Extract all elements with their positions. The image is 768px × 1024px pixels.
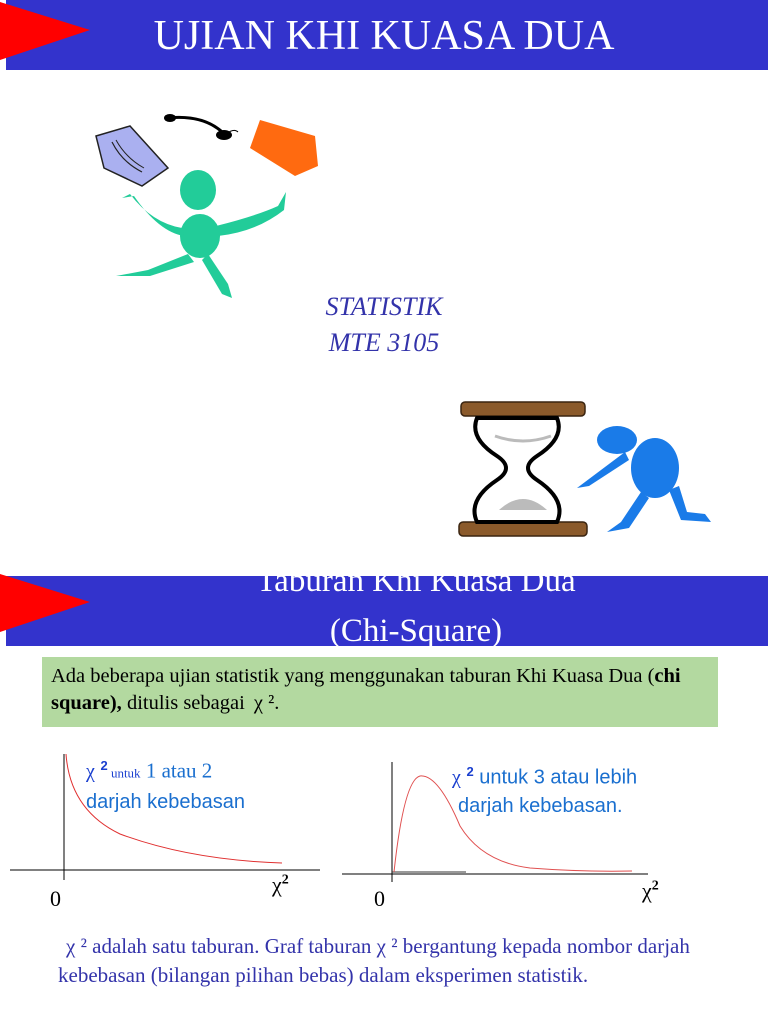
definition-box [42, 657, 718, 727]
hourglass-clipart-icon [455, 392, 715, 552]
chi-sup-1: 2 [100, 758, 108, 773]
chi-sup-2: 2 [466, 764, 474, 779]
course-code: MTE 3105 [328, 328, 440, 357]
section-title-line2: (Chi-Square) [329, 613, 503, 649]
chart2-note [452, 758, 712, 820]
definition-text: Ada beberapa ujian statistik yang menggunakan taburan Khi Kuasa Dua ( [51, 665, 655, 687]
note-line2-2: darjah kebebasan. [458, 794, 623, 817]
x-chi-2: χ [642, 878, 652, 903]
origin-label-2: 0 [374, 886, 385, 911]
green-figure [116, 170, 286, 298]
phone-icon [164, 114, 238, 140]
note-rest-1: 1 atau 2 [140, 758, 213, 783]
x-chi-sup-2: 2 [651, 878, 659, 894]
footer-paragraph: χ ² adalah satu taburan. Graf taburan χ ² bergantung kepada nombor darjah kebebasan (bilangan pilihan bebas) dalam eksperimen statistik. [58, 934, 690, 987]
origin-label-1: 0 [50, 886, 61, 911]
definition-period: . [274, 692, 280, 714]
definition-text-2: ditulis sebagai [121, 692, 250, 714]
x-chi-1: χ [272, 872, 282, 897]
hourglass-icon [459, 402, 587, 536]
chi-symbol-2: χ [452, 766, 461, 789]
x-chi-sup-1: 2 [281, 872, 289, 888]
note-small-1: untuk [107, 765, 141, 781]
juggler-clipart-icon [90, 108, 330, 308]
note-rest-2: untuk 3 atau lebih [473, 766, 638, 789]
page-title: UJIAN KHI KUASA DUA [153, 13, 615, 59]
paper-icon [96, 126, 168, 186]
section-title-line1: Taburan Khi Kuasa Dua [256, 563, 576, 599]
definition-bold: chi square), [51, 665, 681, 714]
course-name: STATISTIK [325, 292, 443, 321]
note-line2-1: darjah kebebasan [86, 790, 246, 813]
orange-paper-icon [250, 120, 318, 176]
x-axis-label-2 [642, 878, 659, 904]
chi-symbol-1: χ [86, 760, 95, 783]
chi-symbol: χ ² [253, 692, 275, 714]
blue-figure [577, 426, 711, 532]
x-axis-label-1 [272, 872, 289, 898]
chart1-note [86, 752, 306, 816]
